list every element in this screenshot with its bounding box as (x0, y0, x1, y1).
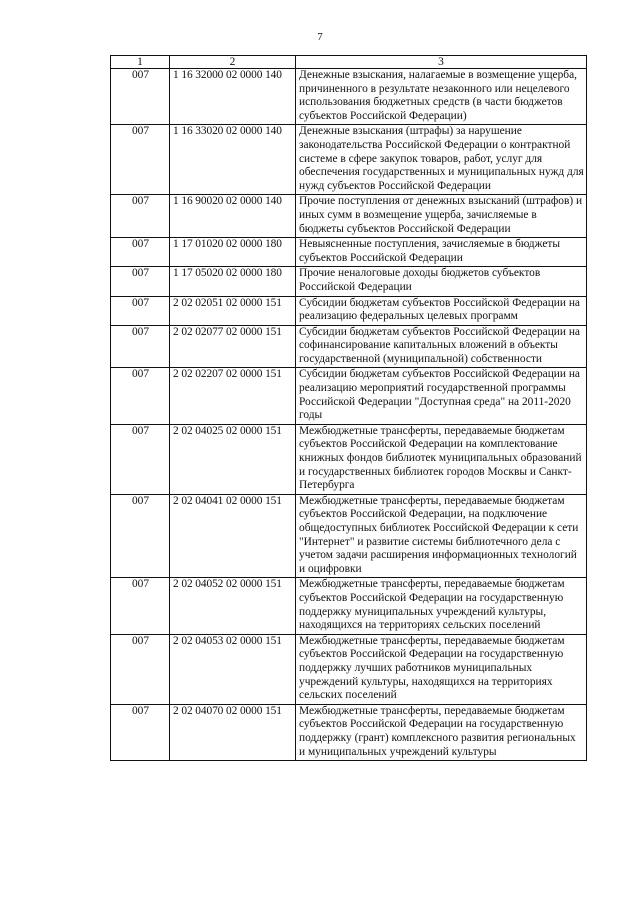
description-cell: Прочие поступления от денежных взысканий (штрафов) и иных сумм в возмещение ущерба, зачисляемые в бюджеты субъектов Российской Федерации (296, 195, 587, 238)
description-cell: Субсидии бюджетам субъектов Российской Федерации на реализацию федеральных целевых программ (296, 296, 587, 325)
budget-code-cell: 2 02 04041 02 0000 151 (170, 494, 296, 578)
table-row (111, 578, 587, 634)
table-row (111, 424, 587, 494)
description-cell: Межбюджетные трансферты, передаваемые бюджетам субъектов Российской Федерации на комплектование книжных фондов библиотек муниципальных образований и государственных библиотек городов Москвы и Санкт-Петербурга (296, 424, 587, 494)
description-cell: Субсидии бюджетам субъектов Российской Федерации на софинансирование капитальных вложений в объекты государственной (муниципальной) собственности (296, 325, 587, 368)
budget-codes-table (110, 55, 587, 761)
budget-code-cell: 2 02 04025 02 0000 151 (170, 424, 296, 494)
admin-code-cell: 007 (111, 578, 170, 634)
table-row (111, 69, 587, 125)
column-header: 1 (111, 56, 170, 69)
budget-code-cell: 2 02 04070 02 0000 151 (170, 704, 296, 760)
admin-code-cell: 007 (111, 424, 170, 494)
description-cell: Невыясненные поступления, зачисляемые в бюджеты субъектов Российской Федерации (296, 238, 587, 267)
table-row (111, 494, 587, 578)
budget-code-cell: 2 02 02207 02 0000 151 (170, 368, 296, 424)
budget-code-cell: 2 02 02077 02 0000 151 (170, 325, 296, 368)
budget-code-cell: 1 16 90020 02 0000 140 (170, 195, 296, 238)
budget-code-cell: 1 17 05020 02 0000 180 (170, 267, 296, 296)
admin-code-cell: 007 (111, 267, 170, 296)
budget-code-cell: 1 17 01020 02 0000 180 (170, 238, 296, 267)
description-cell: Денежные взыскания, налагаемые в возмещение ущерба, причиненного в результате незаконного или нецелевого использования бюджетных средств (в части бюджетов субъектов Российской Федерации) (296, 69, 587, 125)
column-header: 2 (170, 56, 296, 69)
description-cell: Денежные взыскания (штрафы) за нарушение законодательства Российской Федерации о контрактной системе в сфере закупок товаров, работ, услуг для обеспечения государственных и муниципальных нужд для нужд субъектов Российской Федерации (296, 125, 587, 195)
description-cell: Межбюджетные трансферты, передаваемые бюджетам субъектов Российской Федерации, на подключение общедоступных библиотек Российской Федерации к сети "Интернет" и развитие системы библиотечного дела с учетом задачи расширения информационных технологий и оцифровки (296, 494, 587, 578)
admin-code-cell: 007 (111, 325, 170, 368)
budget-code-cell: 2 02 04052 02 0000 151 (170, 578, 296, 634)
page-number: 7 (317, 31, 323, 43)
table-row (111, 267, 587, 296)
table-row (111, 704, 587, 760)
admin-code-cell: 007 (111, 195, 170, 238)
description-cell: Межбюджетные трансферты, передаваемые бюджетам субъектов Российской Федерации на государственную поддержку лучших работников муниципальных учреждений культуры, находящихся на территориях сельских поселений (296, 634, 587, 704)
table-header-row (111, 56, 587, 69)
description-cell: Межбюджетные трансферты, передаваемые бюджетам субъектов Российской Федерации на государственную поддержку муниципальных учреждений культуры, находящихся на территориях сельских поселений (296, 578, 587, 634)
description-cell: Прочие неналоговые доходы бюджетов субъектов Российской Федерации (296, 267, 587, 296)
budget-code-cell: 1 16 33020 02 0000 140 (170, 125, 296, 195)
table-row (111, 296, 587, 325)
budget-code-cell: 2 02 02051 02 0000 151 (170, 296, 296, 325)
admin-code-cell: 007 (111, 634, 170, 704)
table-row (111, 368, 587, 424)
admin-code-cell: 007 (111, 125, 170, 195)
table-row (111, 325, 587, 368)
description-cell: Межбюджетные трансферты, передаваемые бюджетам субъектов Российской Федерации на государственную поддержку (грант) комплексного развития региональных и муниципальных учреждений культуры (296, 704, 587, 760)
admin-code-cell: 007 (111, 368, 170, 424)
admin-code-cell: 007 (111, 704, 170, 760)
admin-code-cell: 007 (111, 296, 170, 325)
budget-code-cell: 1 16 32000 02 0000 140 (170, 69, 296, 125)
table-row (111, 195, 587, 238)
table-row (111, 238, 587, 267)
column-header: 3 (296, 56, 587, 69)
table-row (111, 125, 587, 195)
budget-code-cell: 2 02 04053 02 0000 151 (170, 634, 296, 704)
table-row (111, 634, 587, 704)
admin-code-cell: 007 (111, 69, 170, 125)
description-cell: Субсидии бюджетам субъектов Российской Федерации на реализацию мероприятий государственной программы Российской Федерации "Доступная среда" на 2011-2020 годы (296, 368, 587, 424)
admin-code-cell: 007 (111, 494, 170, 578)
admin-code-cell: 007 (111, 238, 170, 267)
